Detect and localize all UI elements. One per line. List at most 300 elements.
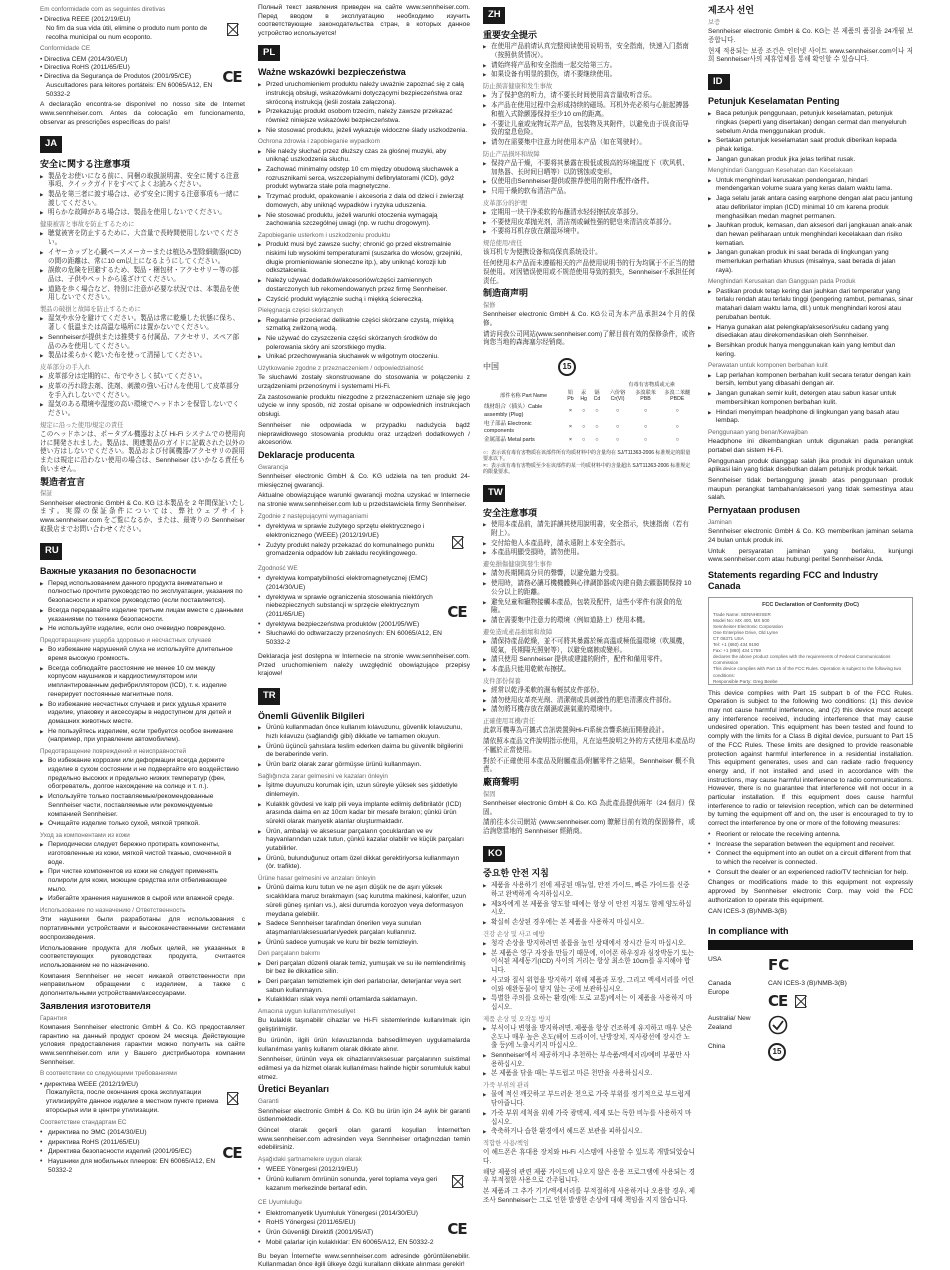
id-subheading: Jaminan <box>708 518 732 526</box>
ja-manufacturer-title: 製造者宣言 <box>40 476 86 487</box>
pl-subheading: Użytkowanie zgodne z przeznaczeniem / odpowiedzialność <box>258 365 424 373</box>
country-aus-nz: Australia/ New Zealand <box>708 1015 751 1032</box>
tr-ce-item: • RoHS Yönergesi (2011/65/EU) <box>258 1219 444 1228</box>
ja-subheading: 製品の破損と故障を防止するために <box>40 306 141 314</box>
zh-subheading: 保修 <box>483 302 496 310</box>
ja-subheading: 健康被害と事故を防止するために <box>40 221 135 229</box>
table-cell: ○ <box>595 437 599 444</box>
table-cell: 电子部品 Electronic components <box>484 420 532 435</box>
ru-intro-text: Полный текст заявления приведен на сайте www.sennheiser.com. Перед вводом в эксплуатацию необходимо изучить соответствующие законодательства стран, в которых данное устройство используется! <box>258 4 470 38</box>
ru-use-text: Компания Sennheiser не несет никакой ответственности при неправильном обращении с изделием, а также с дополнительными устройствами/аксессуарами. <box>40 972 245 998</box>
tr-warranty-text: Güncel olarak geçerli olan garanti koşulları İnternet'ten www.sennheiser.com adresinden veya Sennheiser ortağınızdan temin edebilirsiniz. <box>258 1126 470 1152</box>
ru-item: ▶ Во избежание несчастных случаев и риск удушья храните изделие, упаковку и аксессуары в недоступном для детей и домашних животных месте. <box>40 701 245 727</box>
pl-ce-block <box>258 575 470 651</box>
ce-mark-icon: CE <box>222 67 242 86</box>
compliance-title: In compliance with <box>708 926 789 937</box>
id-use-text: Sennheiser tidak bertanggung jawab atas penggunaan produk maupun perangkat tambahan/aksesori yang tidak semestinya atau salah. <box>708 477 913 502</box>
table-cell: 线材组合（插头）Cable assembly (Plug) <box>484 404 543 418</box>
pt-en-norm: Auscultadores para leitores portáteis: EN 60065/A12, EN 50332-2 <box>46 81 213 98</box>
ko-continued <box>708 5 913 65</box>
zh-item: ▶ 本产品在使用过程中会形成持续的磁场。耳机外壳必须与心脏起搏器和植入式除颤器保持至少10 cm的距离。 <box>483 102 695 119</box>
tr-item: ▶ İşitme duyunuzu korumak için, uzun süreyle yüksek ses şiddetiyle dinlemeyin. <box>258 782 470 799</box>
id-manufacturer-title: Pernyataan produsen <box>708 505 801 516</box>
zh-item: ▶ 只用干燥的软布清洁产品。 <box>483 188 695 197</box>
id-subheading: Menghindari Gangguan Kesehatan dan Kecelakaan <box>708 167 853 175</box>
ru-ec-note: • Наушники для мобильных плееров: EN 60065/A12, EN 50332-2 <box>40 1158 219 1175</box>
pl-item: ▶ Zachować minimalny odstęp 10 cm między obudową słuchawek a rozrusznikami serca, wszczepialnymi defibrylatorami (ICD), gdyż produkt wytwarza stałe pola magnetyczne. <box>258 166 470 192</box>
tw-item: ▶ 使用本產品前，請先詳讀其使用說明書，安全指示，快速指南（若有附上）。 <box>483 521 695 538</box>
zh-subheading: 防止产品损坏和故障 <box>483 150 540 158</box>
ja-item: ▶ イヤーカップと心臓ペースメーカーまたは植込み型除細動器(ICD)の間の距離は、常に10 cm以上になるようにしてください。 <box>40 249 245 266</box>
fcc-measure: • Consult the dealer or an experienced radio/TV technician for help. <box>708 869 913 878</box>
table-cell: 金属部品 Metal parts <box>484 437 535 444</box>
ru-item: ▶ При чистке компонентов из кожи не следует применять полироли для кожи, моющие средства или отбеливающее мыло. <box>40 868 245 894</box>
ja-title: 安全に関する注意事項 <box>40 158 131 169</box>
ru-ec-item: • директива RoHS (2011/65/EU) <box>40 1139 219 1148</box>
ko-manufacturer-title: 제조사 선언 <box>708 5 754 15</box>
tr-ce-block <box>258 1210 470 1251</box>
ko-use-text: 해당 제품의 관련 제품 가이드에 나오지 않은 응용 프로그램에 사용되는 경우 부적절한 사용으로 간주됩니다. <box>483 1168 695 1185</box>
ja-warranty-text: Sennheiser electronic GmbH & Co. KG は本製品を 2 年間保証いたします。実際の保証条件については、弊社ウェブサイト www.sennheiser.com をご覧になるか、または、最寄りの Sennheiser 取扱店までお問い合わせください。 <box>40 499 245 533</box>
column-1 <box>40 3 245 1235</box>
id-item: ▶ Jangan gunakan produk ini saat berada di lingkungan yang memerlukan perhatian khusus (misalnya, saat berada di jalan raya). <box>708 249 913 275</box>
tr-use-text: Sennheiser, ürünün veya ek cihazların/aksesuar parçalarının suistimal edilmesi ya da hizmet olarak kullanılması halinde hiçbir sorumluluk kabul etmez. <box>258 1056 470 1081</box>
compliance-row-aus <box>708 1015 913 1039</box>
id-item: ▶ Baca petunjuk penggunaan, petunjuk keselamatan, petunjuk ringkas (seperti yang disertakan) dengan cermat dan menyeluruh sebelum Anda menggunakan produk. <box>708 110 913 136</box>
tw-item: ▶ 本產品明顯受損時，請勿使用。 <box>483 549 695 558</box>
tr-weee-block <box>258 1166 470 1196</box>
tr-subheading: Sağlığınıza zarar gelmesini ve kazaları önleyin <box>258 772 388 780</box>
ko-item: ▶ 확실히 손상된 경우에는 본 제품을 사용하지 마십시오. <box>483 919 695 928</box>
id-item: ▶ Jauhkan produk, kemasan, dan aksesori dari jangkauan anak-anak dan hewan peliharaan untuk menghindari kecelakaan dan risiko kematian. <box>708 222 913 248</box>
fcc-title: Statements regarding FCC and Industry Canada <box>708 570 879 591</box>
id-item: ▶ Hanya gunakan alat pelengkap/aksesori/suku cadang yang disediakan atau direkomendasikan oleh Sennheiser. <box>708 324 913 341</box>
tr-ce-item: • Elektromanyetik Uyumluluk Yönergesi (2014/30/EU) <box>258 1210 444 1219</box>
fcc-text: Changes or modifications made to this equipment not expressly approved by Sennheiser electronic Corp. may void the FCC authorization to operate this equipment. <box>708 879 913 904</box>
ru-item: ▶ Избегайте хранения наушников в сырой или влажной среде. <box>40 895 245 904</box>
fcc-measure: • Increase the separation between the equipment and receiver. <box>708 841 913 850</box>
column-4 <box>708 3 913 1235</box>
id-item: ▶ Jangan gunakan produk jika jelas terlihat rusak. <box>708 156 913 165</box>
ko-subheading: 제품 손상 및 오작동 방지 <box>483 1015 551 1023</box>
ce-mark-icon: CE <box>222 1143 242 1162</box>
zh-item: ▶ 为了保护您的听力，请不要长时间使用高音量收听音乐。 <box>483 92 695 101</box>
tw-item: ▶ 請在需要集中注意力的環境（例如道路上）使用本機。 <box>483 617 695 626</box>
pl-manufacturer-title: Deklaracje producenta <box>258 449 355 460</box>
ko-use-text: 이 헤드폰은 휴대용 장치와 Hi-Fi 시스템에 사용할 수 있도록 개발되었습니다. <box>483 1149 695 1165</box>
pl-item: ▶ Czyścić produkt wyłącznie suchą i miękką ściereczką. <box>258 296 470 305</box>
ko-item: ▶ 제품을 사용하기 전에 제공된 매뉴얼, 안전 가이드, 빠른 가이드를 신중하고 완벽하게 숙지하십시오. <box>483 882 695 899</box>
section-tr <box>258 684 470 1270</box>
fcc-doc-line: Sennheiser Electronic Corporation <box>713 624 783 630</box>
ru-item: ▶ Во избежание коррозии или деформации всегда держите изделие в сухом состоянии и не подвергайте его воздействию предельно высоких и предельно низких температур (фен, обогреватель, долгое нахождение на солнце и т. п.). <box>40 757 245 792</box>
ru-ec-item: • директива по ЭМС (2014/30/EU) <box>40 1129 219 1138</box>
china-label: 中国 <box>483 361 499 371</box>
zh-manufacturer-title: 制造商声明 <box>483 288 529 299</box>
tw-subheading: 正確使用耳機/責任 <box>483 718 536 726</box>
table-header: 镉 Cd <box>593 389 601 402</box>
pl-ce-note: • Słuchawki do odtwarzaczy przenośnych: EN 60065/A12, EN 50332-2 <box>258 630 444 647</box>
table-cell: × <box>568 407 573 414</box>
pt-declaration-text: A declaração encontra-se disponível no nosso site de Internet www.sennheiser.com. Antes da colocação em funcionamento, observar as prescrições específicas do país! <box>40 101 245 126</box>
fcc-text: This device complies with Part 15 subpart b of the FCC Rules. Operation is subject to the following two conditions: (1) this device may not cause harmful interference, and (2) this device must accept any interference received, including interference that may cause undesired operation. This equipment has been tested and found to comply with the limits for a Class B digital device, pursuant to Part 15 of the FCC Rules. These limits are designed to provide reasonable protection against harmful interference in a residential installation. This equipment generates, uses and can radiate radio frequency energy and, if not installed and used in accordance with the instructions, may cause harmful interference to radio communications. However, there is no guarantee that interference will not occur in a particular installation. If this equipment does cause harmful interference to radio or television reception, which can be determined by turning the equipment off and on, the user is encouraged to try to correct the interference by one or more of the following measures: <box>708 689 913 828</box>
ja-item: ▶ 明らかな故障がある場合は、製品を使用しないでください。 <box>40 209 245 218</box>
pl-item: ▶ Należy używać dodatków/akcesoriów/części zamiennych dostarczonych lub rekomendowanych przez firmę Sennheiser. <box>258 277 470 294</box>
ru-item: ▶ Периодически следует бережно протирать компоненты, изготовленные из кожи, мягкой чистой тканью, смоченной в воде. <box>40 841 245 867</box>
table-cell: ○ <box>581 424 586 431</box>
fcc-logo-icon: FC <box>768 956 790 975</box>
ru-use-text: Использование продукта для любых целей, не указанных в соответствующих руководствах продукта, считается использованием не по назначению. <box>40 944 245 969</box>
pl-weee-note: • Zużyty produkt należy przekazać do komunalnego punktu gromadzenia odpadów lub zakładu recyklingowego. <box>258 542 444 559</box>
table-cell: × <box>568 437 573 444</box>
ru-manufacturer-title: Заявления изготовителя <box>40 1000 151 1011</box>
fcc-doc-line: Model No: MX 400, MX 500 <box>713 617 770 623</box>
ja-item: ▶ 製品を第三者に渡す場合は、必ず安全に関する注意事項も一緒に渡してください。 <box>40 191 245 208</box>
section-ja <box>40 132 245 534</box>
fcc-doc-line: Responsible Party: Greg Beebe <box>713 678 778 684</box>
ce-mark-icon: CE <box>447 1220 467 1239</box>
table-cell: ○ <box>643 424 648 431</box>
tr-use-text: Bu kulaklık taşınabilir cihazlar ve Hi-Fi sistemlerinde kullanılmak için geliştirilmiştir. <box>258 1017 470 1034</box>
zh-item: ▶ 在使用产品前请认真完整阅读使用说明书，安全指南，快速入门指南（按照供货情况）。 <box>483 43 695 60</box>
ru-use-text: Эти наушники были разработаны для использования с портативными устройствами и высококачественными системами воспроизведения. <box>40 916 245 941</box>
id-use-text: Headphone ini dikembangkan untuk digunakan pada perangkat portabel dan sistem Hi-Fi. <box>708 438 913 454</box>
ru-subheading: Гарантия <box>40 1014 67 1022</box>
ko-item: ▶ 청각 손상을 방지하려면 볼륨을 높인 상태에서 장시간 듣지 마십시오. <box>483 940 695 949</box>
tr-subheading: Ürüne hasar gelmesini ve arızaları önleyin <box>258 875 376 883</box>
zh-item: ▶ 定期用一块干净柔软的布蘸清水轻轻擦拭皮革部分。 <box>483 209 695 218</box>
fcc-measure: • Connect the equipment into an outlet on a circuit different from that to which the receiver is connected. <box>708 850 913 867</box>
tr-item: ▶ Ürünü, bulunduğunuz ortam özel dikkat gerektiriyorsa kullanmayın (ör. trafikte). <box>258 855 470 872</box>
ko-item: ▶ 본 제품은 영구 자장을 만들기 때문에, 이어폰 하우징과 심장박동기 또는 이식된 제세동기(ICD) 사이의 거리는 항상 최소한 10cm를 유지해야 합니다. <box>483 950 695 976</box>
id-item: ▶ Lap perlahan komponen berbahan kulit secara teratur dengan kain bersih, lembut yang dibasahi dengan air. <box>708 372 913 389</box>
pt-conformity-heading: Em conformidade com as seguintes diretivas <box>40 6 166 13</box>
ko-subheading: 건강 손상 및 사고 예방 <box>483 930 545 938</box>
country-canada: Canada <box>708 979 732 987</box>
table-cell: ○ <box>595 407 599 414</box>
ko-item: ▶ 축축하거나 습한 환경에서 헤드폰 보관을 피하십시오. <box>483 1128 695 1137</box>
rcm-tick-icon <box>768 1015 788 1039</box>
weee-bin-icon <box>452 536 463 549</box>
table-cell: × <box>568 424 573 431</box>
pl-subheading: Zgodnie z następującymi wymaganiami <box>258 512 368 520</box>
zh-subheading: 防止损害健康和发生事故 <box>483 83 553 91</box>
tw-subheading: 避免損傷健康與發生事件 <box>483 561 553 569</box>
zh-warranty-text: Sennheiser electronic GmbH & Co. KG公司为本产品承担24个月的保修。 <box>483 311 695 328</box>
fcc-doc-line: CT 06371 USA <box>713 636 744 642</box>
tr-weee-note: • Ürünü kullanım ömrünün sonunda, yerel toplama veya geri kazanım merkezinde bertaraf edin. <box>258 1176 444 1193</box>
tw-use-text: 請依照本產品文件說明指示使用，凡在這些說明之外的方式使用本產品均不屬於正當使用。 <box>483 738 695 754</box>
table-row <box>483 403 695 420</box>
pl-item: ▶ Trzymać produkt, opakowanie i akcesoria z dala od dzieci i zwierząt domowych, aby uniknąć wypadków i ryzyka uduszenia. <box>258 193 470 210</box>
tw-subheading: 保固 <box>483 790 496 798</box>
weee-bin-icon <box>452 1175 463 1188</box>
table-header: 六价铬 Cr(VI) <box>609 389 626 402</box>
table-header: 多溴二苯醚 PBDE <box>664 389 691 402</box>
country-canada-europe <box>708 980 768 1012</box>
country-usa: USA <box>708 956 722 964</box>
column-3 <box>483 3 695 1235</box>
tr-item: ▶ Deri parçaları düzenli olarak temiz, yumuşak ve su ile nemlendirilmiş bir bez ile dikkatlice silin. <box>258 960 470 977</box>
pl-use-text: Za zastosowanie produktu niezgodne z przeznaczeniem uznaje się jego użycie w inny sposób, niż został opisane w odpowiednich instrukcjach obsługi. <box>258 393 470 419</box>
ja-item: ▶ 聴覚被害を防止するために、大音量で長時間使用しないでください。 <box>40 230 245 247</box>
table-cell: ○ <box>615 437 620 444</box>
country-china: China <box>708 1043 726 1051</box>
tw-warranty-text: 請前往本公司網站 (www.sennheiser.com) 瞭解目前有效的保固條件，或洽詢您當地的 Sennheiser 經銷商。 <box>483 819 695 836</box>
pt-ce-block <box>40 56 245 100</box>
section-id <box>708 70 913 565</box>
table-note: ○：表示该有毒有害物质在该部件所有均质材料中的含量均在 SJ/T11363-2006 标准规定的限量要求以下。 <box>483 449 691 463</box>
pl-weee-block <box>258 523 470 562</box>
ru-subheading: В соответствии со следующими требованиями <box>40 1070 177 1078</box>
ko-use-text: 본 제품과 그 추가 기기/액세서리를 부적절하게 사용하거나 오용할 경우, 제조사 Sennheiser는 그로 인한 발생한 손상에 대해 책임을 지지 않습니다. <box>483 1188 695 1204</box>
zh-item: ▶ 不要让儿童或宠物玩弄产品，包装物及其附件，以避免由于误食而导致的窒息危险。 <box>483 121 695 138</box>
section-pl <box>258 41 470 679</box>
tr-subheading: Aşağıdaki şartnamelere uygun olarak <box>258 1156 362 1164</box>
zh-subheading: 皮革部分的护理 <box>483 199 528 207</box>
ru-item: ▶ Всегда передавайте изделие третьим лицам вместе с данными указаниями по технике безопасности. <box>40 607 245 624</box>
compliance-row-china <box>708 1043 913 1061</box>
tr-item: ▶ Ürünü üçüncü şahıslara teslim ederken daima bu güvenlik bilgilerini de beraberinde verin. <box>258 743 470 760</box>
section-tw <box>483 481 695 837</box>
pl-ce-item: • dyrektywa bezpieczeństwa produktów (2001/95/WE) <box>258 621 444 630</box>
fcc-doc-line: This device complies with Part 15 of the FCC Rules. Operation is subject to the following two conditions: <box>713 666 902 678</box>
ko-item: ▶ Sennheiser에서 제공하거나 추천하는 부속품/액세서리/예비 부품만 사용하십시오. <box>483 1052 695 1069</box>
zh-item: ▶ 不要将耳机存放在潮湿环境中。 <box>483 228 695 237</box>
tw-item: ▶ 交付給他人本產品時，請永遠附上本安全指示。 <box>483 540 695 549</box>
table-cell: ○ <box>675 424 679 431</box>
ru-weee: • директива WEEE (2012/19/EU) <box>40 1080 139 1088</box>
pl-ce-item: • dyrektywa w sprawie ograniczenia stosowania niektórych niebezpiecznych substancji w sprzęcie elektrycznym (2011/65/UE) <box>258 594 444 620</box>
pl-use-text: Te słuchawki zostały skonstruowane do stosowania w połączeniu z urządzeniami przenośnymi i systemami Hi-Fi. <box>258 374 470 391</box>
table-cell: ○ <box>675 437 679 444</box>
fcc-doc-line: One Enterprise Drive, Old Lyme <box>713 630 778 636</box>
canada-ices-label: CAN ICES-3 (B)/NMB-3(B) <box>768 979 847 987</box>
lang-tag-tw: TW <box>483 485 505 502</box>
pl-weee: • dyrektywa w sprawie zużytego sprzętu elektrycznego i elektronicznego (WEEE) (2012/19/UE) <box>258 523 444 540</box>
tr-subheading: Deri parçaların bakımı <box>258 950 320 958</box>
ru-item: ▶ Перед использованием данного продукта внимательно и полностью прочтите руководство по эксплуатации, указания по безопасности и краткое руководство (если поставляется). <box>40 580 245 606</box>
ja-item: ▶ 湿気のある環境や湿度の高い環境でヘッドホンを保管しないでください。 <box>40 401 245 418</box>
pl-subheading: Zapobieganie usterkom i uszkodzeniu produktu <box>258 231 390 239</box>
fcc-doc-line: declares the above product complies with the requirements of Federal Communications Commission <box>713 654 891 666</box>
id-item: ▶ Untuk menghindari kerusakan pendengaran, hindari mendengarkan volume suara yang keras dalam waktu lama. <box>708 177 913 194</box>
table-row <box>483 420 695 437</box>
ko-warranty-text: 현재 적용되는 보증 조건은 인터넷 사이트 www.sennheiser.com이나 저희 Sennheiser사의 제휴업체를 통해 확인할 수 있습니다. <box>708 47 913 64</box>
zh-item: ▶ 不要使用皮革抛光剂，清洁剂或碱性强的肥皂来清洁皮革部分。 <box>483 219 695 228</box>
ja-subheading: 規定に沿った使用/規定の責任 <box>40 421 124 429</box>
fcc-measure: • Reorient or relocate the receiving antenna. <box>708 831 913 840</box>
ko-subheading: 보증 <box>708 18 721 26</box>
table-cell: ○ <box>615 407 620 414</box>
fcc-doc-line: Tel: +1 (860) 434 9190 <box>713 642 760 648</box>
tw-title: 安全注意事項 <box>483 507 538 518</box>
fcc-doc-line: Trade Name: SENNHEISER <box>713 611 771 617</box>
tw-subheading: 避免造成產品損壞和故障 <box>483 628 553 636</box>
country-europe: Europe <box>708 988 730 996</box>
weee-bin-icon <box>795 995 806 1008</box>
zh-use-text: 任何使用本产品而未遵循相关的产品使用说明书的行为均属于不正当的错误使用。对因错误使用或不规范使用导致的损失，Sennheiser不承担任何责任。 <box>483 260 695 285</box>
table-header: 多溴联苯 PBB <box>635 389 656 402</box>
tw-item: ▶ 本產品只能用乾軟布擦拭。 <box>483 666 695 675</box>
ja-subheading: 保証 <box>40 490 53 498</box>
pl-item: ▶ Nie stosować produktu, jeżeli warunki otoczenia wymagają zachowania szczególnej uwagi (np. w ruchu drogowym). <box>258 212 470 229</box>
ja-item: ▶ 道路を歩く場合など、特別に注意が必要な状況では、本製品を使用しないでください。 <box>40 286 245 303</box>
tr-ce-note: • Mobil çalarlar için kulaklıklar: EN 60065/A12, EN 50332-2 <box>258 1239 444 1248</box>
tw-item: ▶ 避免兒童和寵物接觸本產品，包裝及配件，這些小零件有誤食的危險。 <box>483 599 695 616</box>
hazardous-substances-table <box>483 382 695 445</box>
fcc-doc-title: FCC Declaration of Conformity (DoC) <box>762 601 859 608</box>
zh-title: 重要安全提示 <box>483 29 538 40</box>
tr-item: ▶ Ürün, ambalajı ve aksesuar parçaların çocuklardan ve ev hayvanlarından uzak tutun, çünkü kazalar olabilir ve küçük parçaları yutabilirler. <box>258 828 470 854</box>
china-epup-15-icon: 15 <box>768 1043 786 1061</box>
tr-weee: • WEEE Yönergesi (2012/19/EU) <box>258 1166 444 1175</box>
pl-item: ▶ Przekazując produkt osobom trzecim, należy zawsze przekazać również niniejsze wskazówki bezpieczeństwa. <box>258 108 470 125</box>
tr-use-text: Bu ürünün, ilgili ürün kılavuzlarında bahsedilmeyen uygulamalarda kullanılması yanlış kullanım olarak dikkate alınır. <box>258 1036 470 1053</box>
id-subheading: Menghindari Kerusakan dan Gangguan pada Produk <box>708 278 856 286</box>
zh-item: ▶ 仅使用由Sennheiser提供或推荐使用的附件/配件/备件。 <box>483 178 695 187</box>
ko-item: ▶ 사고와 질식 위험을 방지하기 위해 제품과 포장, 그리고 액세서리를 어린이와 애완동물이 닿지 않는 곳에 보관하십시오. <box>483 977 695 994</box>
section-ko <box>483 842 695 1206</box>
tw-subheading: 皮件部份保養 <box>483 677 521 685</box>
pl-item: ▶ Nie używać do czyszczenia części skórzanych środków do polerowania skóry ani szorstkiego mydła. <box>258 335 470 352</box>
pl-warranty-text: Sennheiser electronic GmbH & Co. KG udziela na ten produkt 24-miesięcznej gwarancji. <box>258 473 470 489</box>
id-item: ▶ Jaga selalu jarak antara casing earphone dengan alat pacu jantung atau defibrilator implan (ICD) minimal 10 cm karena produk menghasilkan medan magnet permanen. <box>708 195 913 221</box>
section-ru <box>40 539 245 1178</box>
ru-subheading: Предотвращение повреждений и неисправностей <box>40 748 186 756</box>
pl-final-text: Deklaracja jest dostępna w Internecie na stronie www.sennheiser.com. Przed uruchomieniem należy uwzględnić obowiązujące przepisy krajowe! <box>258 652 470 678</box>
pl-ce-item: • dyrektywa kompatybilności elektromagnetycznej (EMC) (2014/30/UE) <box>258 575 444 592</box>
table-header: 部件名称 Part Name <box>499 392 547 399</box>
pt-weee-block <box>40 16 245 42</box>
tw-use-text: 對於不正確使用本產品及附屬產品/附屬零件之結果，Sennheiser 概不負責。 <box>483 757 695 774</box>
table-cell: ○ <box>675 407 679 414</box>
ko-item: ▶ 물에 적신 깨끗하고 부드러운 천으로 가죽 부위를 정기적으로 부드럽게 닦아줍니다. <box>483 1091 695 1108</box>
tr-ce-item: • Ürün Güvenliği Direktifi (2001/95/AT) <box>258 1229 444 1238</box>
ru-title: Важные указания по безопасности <box>40 565 197 576</box>
tw-item: ▶ 請保持產品乾燥，並不可將其暴露於極高溫或極低溫環境（吹風機，暖氣，長期陽光照射等），以避免腐蝕或變形。 <box>483 638 695 655</box>
ko-item: ▶ 본 제품을 닦을 때는 부드럽고 마른 천만을 사용하십시오. <box>483 1070 695 1079</box>
compliance-section <box>708 926 913 1061</box>
tw-item: ▶ 請勿長期開高分貝的聲響，以避免聽力受損。 <box>483 570 695 579</box>
pl-item: ▶ Unikać przechowywania słuchawek w wilgotnym otoczeniu. <box>258 353 470 362</box>
tr-subheading: Amacına uygun kullanım/mesuliyet <box>258 1008 356 1016</box>
pt-rohs: • Directiva RoHS (2011/65/EU) <box>40 64 130 72</box>
table-cell: ○ <box>581 407 586 414</box>
weee-bin-icon <box>227 23 238 36</box>
compliance-row-usa <box>708 956 913 976</box>
pl-item: ▶ Regularnie przecierać delikatnie części skórzane czystą, miękką szmatką zwilżoną wodą. <box>258 317 470 334</box>
ja-item: ▶ 湿気や水分を避けてください。製品は常に乾燥した状態に保ち、著しく低温または高温な場所には置かないでください。 <box>40 315 245 332</box>
lang-tag-tr: TR <box>258 688 280 705</box>
id-item: ▶ Sertakan petunjuk keselamatan saat produk diberikan kepada pihak ketiga. <box>708 137 913 154</box>
ja-item: ▶ 皮革部分は定期的に、布でやさしく拭いてください。 <box>40 373 245 382</box>
id-warranty-text: Untuk persyaratan jaminan yang berlaku, kunjungi www.sennheiser.com atau hubungi peritel Sennheiser Anda. <box>708 547 913 564</box>
ru-item: ▶ Не пользуйтесь изделием, если требуется особое внимание (например, при управлении автомобилем). <box>40 728 245 745</box>
tr-item: ▶ Kulaklıkları ıslak veya nemli ortamlarda saklamayın. <box>258 996 470 1005</box>
weee-bin-icon <box>227 1092 238 1105</box>
ru-subheading: Уход за компонентами из кожи <box>40 831 130 839</box>
table-header: 铅 Pb <box>567 389 574 402</box>
zh-item: ▶ 请始终将产品和安全指南一起交给第三方。 <box>483 62 695 71</box>
pt-weee: • Directiva REEE (2012/19/EU) <box>40 16 131 24</box>
tw-warranty-text: Sennheiser electronic GmbH & Co. KG 為此產品提供兩年（24 個月）保固。 <box>483 800 695 816</box>
table-cell: ○ <box>595 424 599 431</box>
tr-manufacturer-title: Üretici Beyanları <box>258 1084 330 1095</box>
pl-item: ▶ Nie należy słuchać przez dłuższy czas za głośnej muzyki, aby uniknąć uszkodzenia słuchu. <box>258 148 470 165</box>
zh-item: ▶ 请勿在需要集中注意力时使用本产品（如在驾驶时）。 <box>483 139 695 148</box>
id-title: Petunjuk Keselamatan Penting <box>708 96 840 107</box>
lang-tag-zh: ZH <box>483 7 505 24</box>
tw-item: ▶ 請勿將耳機存放在潮濕或濕氣重的環境中。 <box>483 706 695 715</box>
ru-item: ▶ Используйте только поставляемые/рекомендованные Sennheiser части, поставляемые или рекомендуемые компанией Sennheiser. <box>40 793 245 819</box>
id-subheading: Penggunaan yang benar/Kewajiban <box>708 428 808 436</box>
pl-item: ▶ Nie stosować produktu, jeżeli wykazuje widoczne ślady uszkodzenia. <box>258 127 470 136</box>
ko-item: ▶ 부식이나 변형을 방지하려면, 제품을 항상 건조하게 유지하고 매우 낮은 온도나 매우 높은 온도(헤어 드라이어, 난방장치, 직사광선에 장시간 노출 등)에 노출시키지 마십시오. <box>483 1025 695 1051</box>
pl-subheading: Pielęgnacja części skórzanych <box>258 307 344 315</box>
lang-tag-ru: RU <box>40 543 62 560</box>
ru-subheading: Предотвращение ущерба здоровью и несчастных случаев <box>40 636 212 644</box>
ko-item: ▶ 제3자에게 본 제품을 양도할 때에는 항상 이 안전 지침도 함께 양도하십시오. <box>483 901 695 918</box>
ru-warranty-text: Компания Sennheiser electronic GmbH & Co. KG предоставляет гарантию на данный продукт сроком 24 месяца. Действующие условия предоставления гарантии можно получить на сайте www.sennheiser.com или у Вашего дистрибьютора компании Sennheiser. <box>40 1023 245 1066</box>
pl-use-text: Sennheiser nie odpowiada w przypadku nadużycia bądź nieprawidłowego stosowania produktu oraz urządzeń dodatkowych / akcesoriów. <box>258 421 470 447</box>
china-epup-15-icon: 15 <box>558 358 576 376</box>
china-row <box>483 358 695 376</box>
zh-subheading: 规范使用/责任 <box>483 240 523 248</box>
ja-item: ▶ Sennheiserが提供または推奨する付属品、アクセサリ、スペア部品のみを使用してください。 <box>40 334 245 351</box>
section-zh <box>483 3 695 476</box>
ru-weee-note: Пожалуйста, после окончания срока эксплуатации утилизируйте данное изделие в местном пункте приема вторсырья или в центре утилизации. <box>46 1089 219 1114</box>
table-header: 汞 Hg <box>580 389 587 402</box>
fcc-ices: CAN ICES-3 (B)/NMB-3(B) <box>708 907 787 915</box>
ko-warranty-text: Sennheiser electronic GmbH & Co. KG는 본 제품의 품질을 24개월 보증합니다. <box>708 28 913 44</box>
pl-title: Ważne wskazówki bezpieczeństwa <box>258 67 406 78</box>
tw-item: ▶ 請勿使用皮革亮光劑、清潔劑或具刺激性的肥皂清潔皮件部份。 <box>483 697 695 706</box>
ce-mark-icon: CE <box>768 991 788 1010</box>
fcc-doc-image <box>708 597 913 685</box>
ru-item: ▶ Всегда соблюдайте расстояние не менее 10 см между корпусом наушников и кардиостимулятором или имплантированным дефибриллятором (ICD), т. к. изделие генерирует постоянные магнитные поля. <box>40 665 245 700</box>
id-item: ▶ Pastikan produk tetap kering dan jauhkan dari temperatur yang terlalu rendah atau terlalu tinggi (pengering rambut, pemanas, sinar matahari dalam waktu lama, dll.) untuk menghindari korosi atau perubahan bentuk. <box>708 288 913 323</box>
pt-declarations <box>40 6 245 127</box>
pt-ce-heading: Conformidade CE <box>40 45 91 53</box>
ja-item: ▶ 製品をお使いになる前に、同梱の取扱説明書、安全に関する注意事項、クイックガイドをすべてよくお読みください。 <box>40 173 245 190</box>
zh-warranty-text: 请访问我公司网站(www.sennheiser.com)了解目前有效的保修条件，或咨询您当地的森海塞尔经销商。 <box>483 330 695 347</box>
ru-subheading: Соответствие стандартам ЕС <box>40 1118 127 1126</box>
tw-item: ▶ 請只使用 Sennheiser 提供或建議的附件，配件和備用零件。 <box>483 656 695 665</box>
tr-title: Önemli Güvenlik Bilgileri <box>258 710 365 721</box>
ru-item: ▶ Очищайте изделие только сухой, мягкой тряпкой. <box>40 820 245 829</box>
table-caption: 有毒有害物质或元素 <box>628 382 675 389</box>
ja-subheading: 皮革部分の手入れ <box>40 363 91 371</box>
tr-item: ▶ Ürünü sadece yumuşak ve kuru bir bezle temizleyin. <box>258 939 470 948</box>
ja-item: ▶ 皮革の汚れ除去剤、洗剤、刺激の強い石けんを使用して皮革部分を手入れしないでください。 <box>40 383 245 400</box>
ko-subheading: 가죽 부위의 관리 <box>483 1082 530 1090</box>
zh-item: ▶ 保持产品干燥，不要将其暴露在极低或极高的环境温度下（吹风机、加热器、长时间日晒等）以防锈蚀或变形。 <box>483 160 695 177</box>
id-warranty-text: Sennheiser electronic GmbH & Co. KG memberikan jaminan selama 24 bulan untuk produk ini. <box>708 528 913 544</box>
tr-warranty-text: Sennheiser electronic GmbH & Co. KG bu ürün için 24 aylık bir garanti üstlenmektedir. <box>258 1107 470 1124</box>
tr-final-text: Bu beyan İnternet'te www.sennheiser.com adresinde görüntülenebilir. Kullanmadan önce ilgili ülkeye özgü kuralların dikkate alınması gerekir! <box>258 1252 470 1269</box>
id-use-text: Penggunaan produk dianggap salah jika produk ini digunakan untuk aplikasi lain yang tidak disebutkan dalam petunjuk produk terkait. <box>708 457 913 474</box>
pt-weee-note: No fim da sua vida útil, elimine o produto num ponto de recolha municipal ou num ecoponto. <box>46 25 208 41</box>
tr-item: ▶ Sadece Sennheiser tarafından önerilen veya sunulan ataşmanları/aksesuarları/yedek parçaları kullanınız. <box>258 920 470 937</box>
id-subheading: Perawatan untuk komponen berbahan kulit <box>708 362 828 370</box>
lang-tag-id: ID <box>708 74 730 91</box>
lang-tag-ko: KO <box>483 846 505 863</box>
ja-item: ▶ 製品は柔らかく乾いた布を使って清掃してください。 <box>40 352 245 361</box>
id-item: ▶ Hindari menyimpan headphone di lingkungan yang basah atau lembap. <box>708 409 913 426</box>
ru-item: ▶ Во избежание нарушений слуха не используйте длительное время высокую громкость. <box>40 646 245 663</box>
section-fcc <box>708 570 913 916</box>
